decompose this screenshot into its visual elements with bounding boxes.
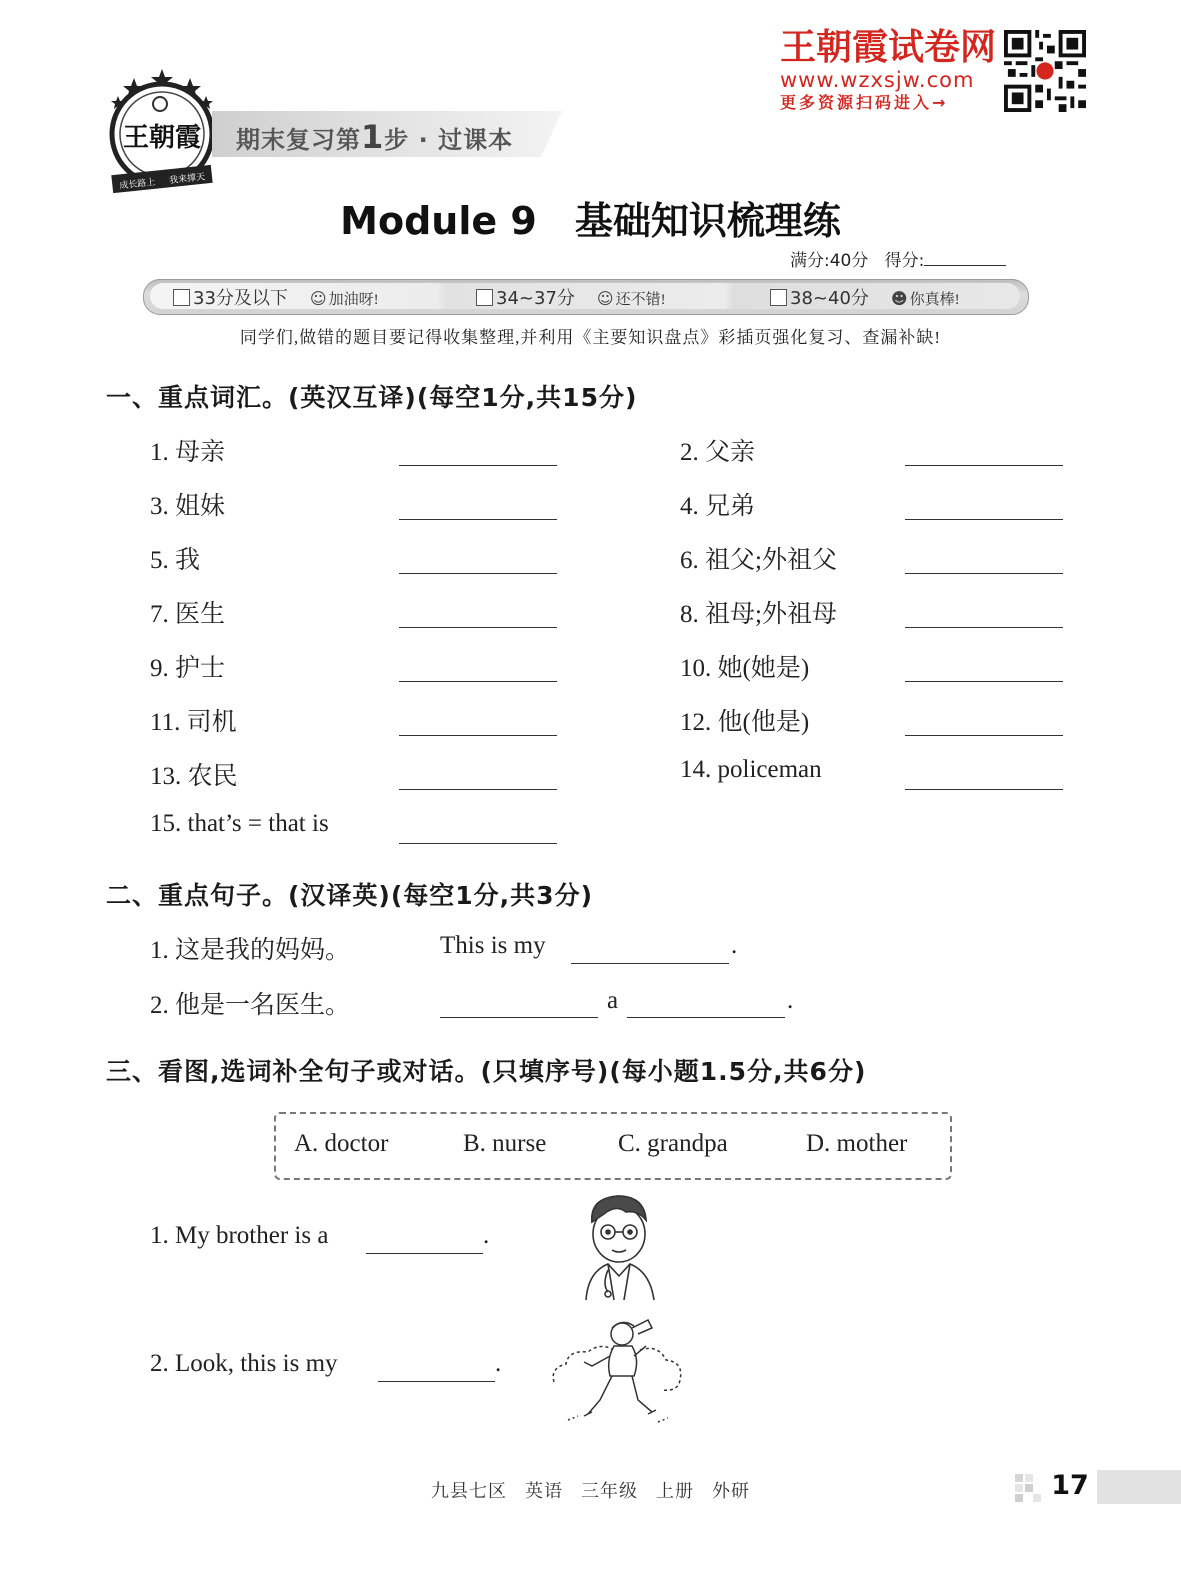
rating-3: 38~40分 ☻ 你真棒!	[770, 284, 960, 310]
notice-text: 同学们,做错的题目要记得收集整理,并利用《主要知识盘点》彩插页强化复习、查漏补缺!	[239, 328, 942, 347]
svg-text:我来撑天: 我来撑天	[168, 172, 206, 187]
svg-text:成长路上: 成长路上	[119, 177, 156, 192]
section-2-heading: 二、重点句子。(汉译英)(每空1分,共3分)	[106, 881, 593, 910]
answer-blank[interactable]	[571, 963, 729, 964]
vocab-item: 8. 祖母;外祖母	[680, 601, 837, 628]
vocab-item: 1. 母亲	[150, 439, 226, 466]
answer-blank[interactable]	[905, 681, 1063, 682]
brand-scan-text: 更多资源扫码进入→	[780, 93, 949, 112]
cheer-face-icon: ☺	[309, 289, 327, 308]
answer-blank[interactable]	[399, 789, 557, 790]
vocab-item: 5. 我	[150, 547, 201, 574]
answer-blank[interactable]	[399, 681, 557, 682]
section-1-heading: 一、重点词汇。(英汉互译)(每空1分,共15分)	[106, 383, 638, 412]
qr-code-icon[interactable]	[1004, 30, 1086, 112]
option-c: C. grandpa	[618, 1130, 728, 1157]
rating-checkbox[interactable]	[173, 289, 190, 306]
happy-face-icon: ☻	[890, 289, 908, 308]
sentence-word: a	[607, 987, 619, 1014]
answer-blank[interactable]	[399, 573, 557, 574]
page-number: 17	[1051, 1470, 1089, 1501]
grandpa-illustration	[548, 1316, 688, 1428]
answer-blank[interactable]	[905, 465, 1063, 466]
sentence-en: This is my	[440, 932, 546, 959]
answer-blank[interactable]	[399, 843, 557, 844]
vocab-item: 15. that’s = that is	[150, 810, 329, 837]
vocab-item: 4. 兄弟	[680, 493, 756, 520]
smile-face-icon: ☺	[596, 289, 614, 308]
wangzhaoxia-logo	[104, 66, 220, 196]
vocab-item: 13. 农民	[150, 763, 238, 790]
score-blank[interactable]	[924, 251, 1006, 266]
answer-blank[interactable]	[905, 627, 1063, 628]
answer-blank[interactable]	[905, 789, 1063, 790]
answer-blank[interactable]	[905, 735, 1063, 736]
rating-1: 33分及以下 ☺ 加油呀!	[173, 284, 379, 310]
rating-2: 34~37分 ☺ 还不错!	[476, 284, 666, 310]
vocab-item: 6. 祖父;外祖父	[680, 547, 837, 574]
vocab-item: 11. 司机	[150, 709, 237, 736]
period: .	[731, 932, 738, 959]
period: .	[483, 1222, 490, 1249]
page-bar	[1097, 1470, 1181, 1504]
footer-info: 九县七区 英语 三年级 上册 外研	[431, 1481, 750, 1501]
logo-name: 王朝霞	[122, 123, 202, 153]
answer-blank[interactable]	[399, 465, 557, 466]
vocab-item: 7. 医生	[150, 601, 226, 628]
brand-url[interactable]: www.wzxsjw.com	[780, 68, 975, 92]
step-banner-text: 期末复习第1步 · 过课本	[236, 118, 514, 156]
vocab-item: 9. 护士	[150, 655, 226, 682]
period: .	[495, 1350, 502, 1377]
vocab-item: 10. 她(她是)	[680, 655, 810, 682]
vocab-item: 3. 姐妹	[150, 493, 226, 520]
option-d: D. mother	[806, 1130, 908, 1157]
period: .	[787, 987, 794, 1014]
rating-checkbox[interactable]	[770, 289, 787, 306]
answer-blank[interactable]	[399, 627, 557, 628]
sentence-cn: 1. 这是我的妈妈。	[150, 937, 351, 964]
answer-blank[interactable]	[366, 1253, 483, 1254]
section-3-heading: 三、看图,选词补全句子或对话。(只填序号)(每小题1.5分,共6分)	[106, 1057, 867, 1086]
answer-blank[interactable]	[905, 573, 1063, 574]
brand-block	[780, 28, 1005, 114]
answer-blank[interactable]	[440, 1017, 598, 1018]
answer-blank[interactable]	[399, 735, 557, 736]
rating-checkbox[interactable]	[476, 289, 493, 306]
picture-question-2: 2. Look, this is my	[150, 1350, 338, 1377]
page-corner-icon	[1015, 1474, 1041, 1502]
answer-blank[interactable]	[399, 519, 557, 520]
option-b: B. nurse	[463, 1130, 547, 1157]
sentence-cn: 2. 他是一名医生。	[150, 992, 351, 1019]
doctor-illustration	[578, 1192, 666, 1302]
score-line: 满分:40分 得分:	[790, 246, 1006, 271]
option-a: A. doctor	[294, 1130, 389, 1157]
brand-name: 王朝霞试卷网	[780, 27, 997, 68]
vocab-item: 2. 父亲	[680, 439, 756, 466]
vocab-item: 12. 他(他是)	[680, 709, 810, 736]
answer-blank[interactable]	[905, 519, 1063, 520]
answer-blank[interactable]	[627, 1017, 785, 1018]
picture-question-1: 1. My brother is a	[150, 1222, 329, 1249]
page-title: Module 9 基础知识梳理练	[340, 199, 841, 243]
answer-blank[interactable]	[378, 1381, 495, 1382]
vocab-item: 14. policeman	[680, 756, 822, 783]
